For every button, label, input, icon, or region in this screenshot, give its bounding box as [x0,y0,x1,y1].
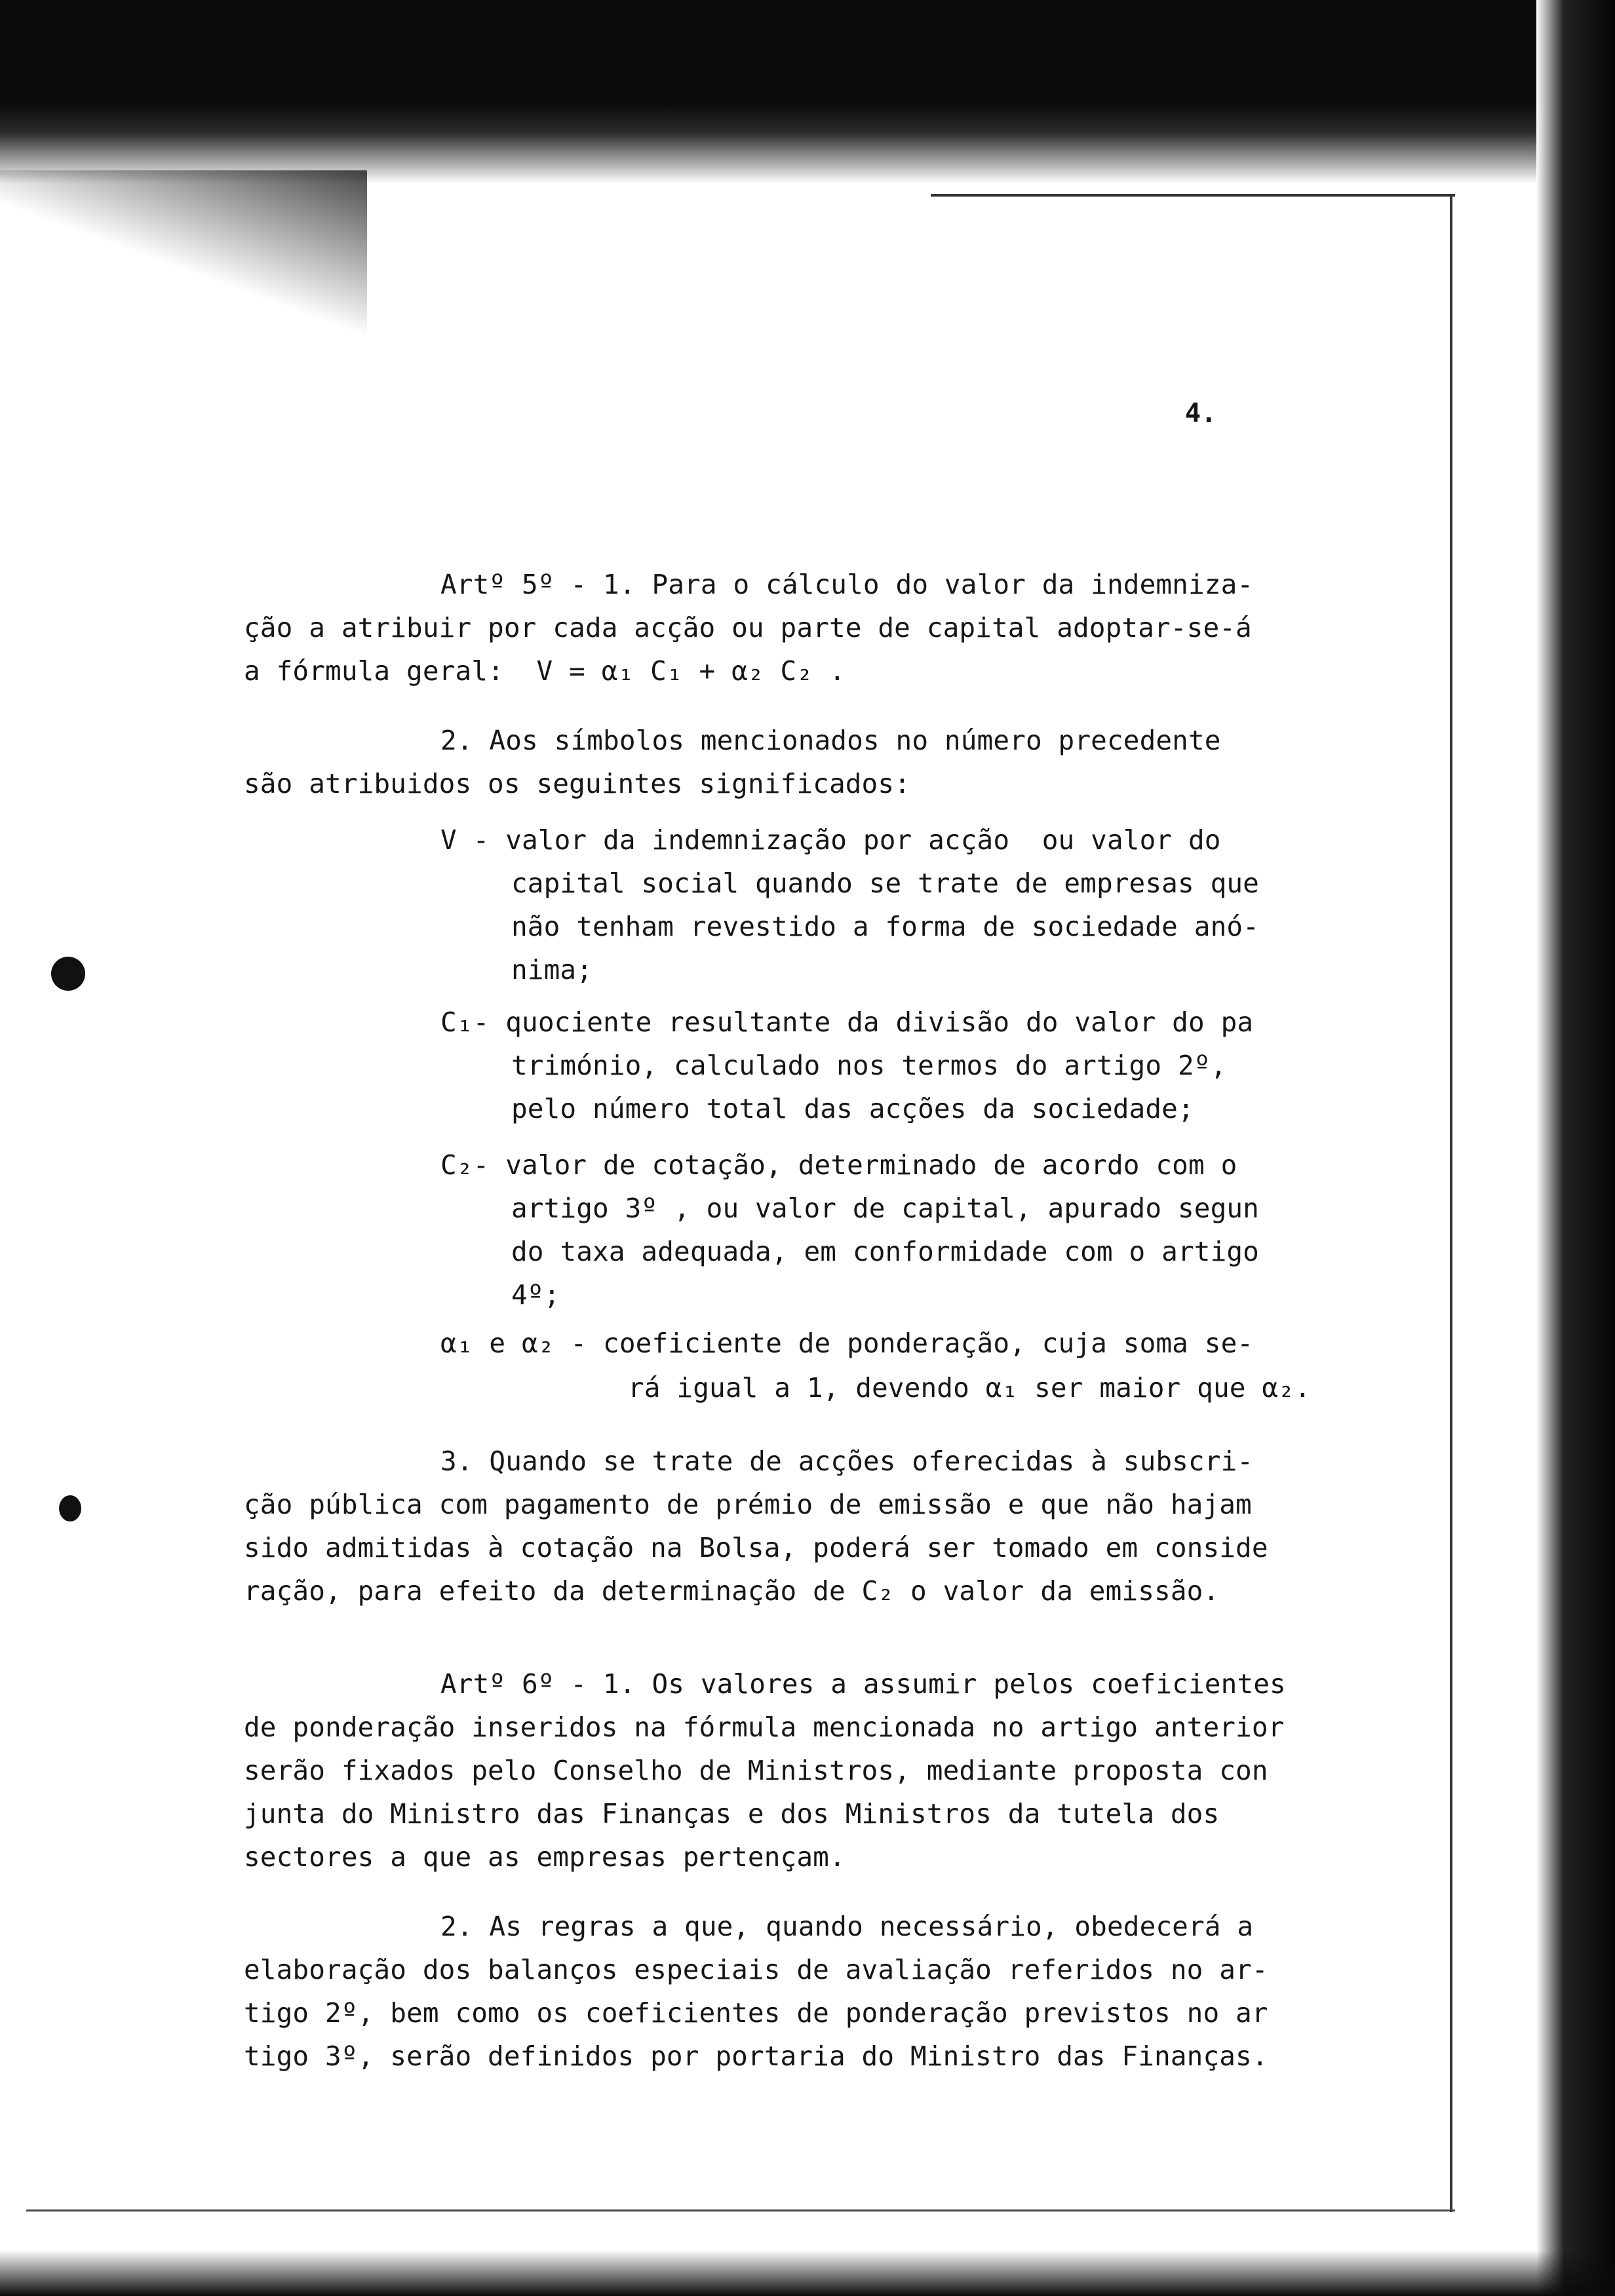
art5-p2-line: são atribuidos os seguintes significados: [244,768,910,799]
art5-p2-line: 2. Aos símbolos mencionados no número precedente [440,725,1221,756]
punch-hole [51,957,85,991]
scan-shadow-wedge [0,170,367,406]
definition-c2-line: C₂- valor de cotação, determinado de acordo com o [440,1149,1237,1181]
definition-v-line: V - valor da indemnização por acção ou valor do [440,824,1221,856]
definition-c2-line: 4º; [511,1279,560,1311]
art6-p2-line: elaboração dos balanços especiais de avaliação referidos no ar- [244,1954,1268,1985]
definition-alpha-line: rá igual a 1, devendo α₁ ser maior que α₂. [628,1372,1311,1404]
art6-p2-line: 2. As regras a que, quando necessário, obedecerá a [440,1911,1254,1942]
art5-p1-line: Artº 5º - 1. Para o cálculo do valor da indemniza- [440,569,1254,600]
definition-v-line: nima; [511,954,593,985]
scan-dark-border-bottom [0,2250,1615,2296]
art6-p1-line: Artº 6º - 1. Os valores a assumir pelos coeficientes [440,1668,1286,1700]
art5-p3-line: ção pública com pagamento de prémio de emissão e que não hajam [244,1489,1252,1520]
art6-p2-line: tigo 2º, bem como os coeficientes de ponderação previstos no ar [244,1997,1268,2029]
art6-p1-line: serão fixados pelo Conselho de Ministros, mediante proposta con [244,1755,1268,1786]
definition-c1-line: C₁- quociente resultante da divisão do valor do pa [440,1006,1254,1038]
definition-v-line: capital social quando se trate de empresas que [511,868,1259,899]
definition-c2-line: do taxa adequada, em conformidade com o artigo [511,1236,1259,1267]
definition-c2-line: artigo 3º , ou valor de capital, apurado segun [511,1193,1259,1224]
art5-p3-line: sido admitidas à cotação na Bolsa, poderá ser tomado em conside [244,1532,1268,1563]
art6-p1-line: sectores a que as empresas pertençam. [244,1841,846,1873]
definition-c1-line: pelo número total das acções da sociedade; [511,1093,1194,1124]
art6-p1-line: junta do Ministro das Finanças e dos Ministros da tutela dos [244,1798,1220,1829]
scan-dark-border-right [1536,0,1615,2296]
page-frame-bottom [26,2210,1455,2211]
art6-p1-line: de ponderação inseridos na fórmula mencionada no artigo anterior [244,1712,1285,1743]
page-frame-right [1450,194,1452,2212]
definition-c1-line: trimónio, calculado nos termos do artigo 2º, [511,1050,1227,1081]
punch-hole [59,1495,81,1521]
art6-p2-line: tigo 3º, serão definidos por portaria do Ministro das Finanças. [244,2040,1268,2072]
page-frame-top [931,194,1455,197]
scan-dark-border-top [0,0,1615,105]
definition-v-line: não tenham revestido a forma de sociedade anó- [511,911,1259,942]
art5-p1-line: ção a atribuir por cada acção ou parte de capital adoptar-se-á [244,612,1252,643]
page-number: 4. [1185,398,1217,429]
art5-p3-line: 3. Quando se trate de acções oferecidas à subscri- [440,1445,1254,1477]
art5-p3-line: ração, para efeito da determinação de C₂ o valor da emissão. [244,1575,1220,1607]
definition-alpha-line: α₁ e α₂ - coeficiente de ponderação, cuja soma se- [440,1328,1254,1359]
formula-line: a fórmula geral: V = α₁ C₁ + α₂ C₂ . [244,655,846,687]
